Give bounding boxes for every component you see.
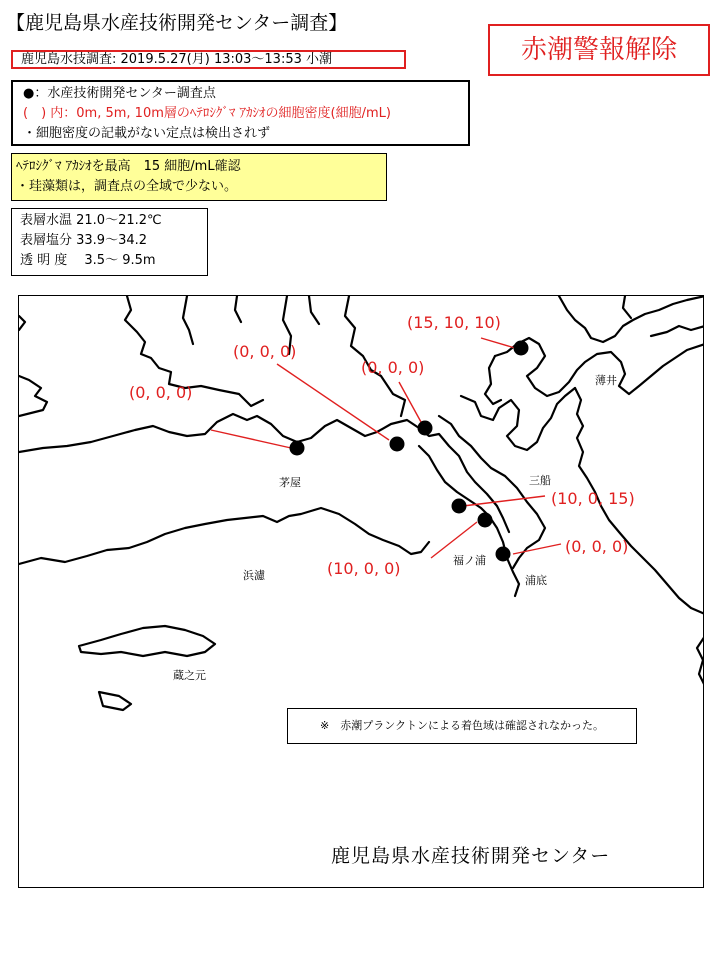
- arrow-station-5: [463, 496, 545, 506]
- station-dot-4: [290, 441, 305, 456]
- water-stats-box: [11, 208, 208, 276]
- station-value-3: (0, 0, 0): [361, 358, 425, 377]
- station-dot-2: [418, 421, 433, 436]
- station-value-5: (10, 0, 15): [551, 489, 635, 508]
- map-panel: [18, 295, 704, 888]
- surface-salinity: 表層塩分 33.9〜34.2: [20, 233, 148, 248]
- finding-box: [11, 153, 387, 201]
- station-dot-5: [452, 499, 467, 514]
- legend-station-line: ●：水産技術開発センター調査点: [23, 86, 216, 101]
- finding-diatom-line: ・珪藻類は，調査点の全域で少ない。: [16, 179, 238, 194]
- station-value-1: (15, 10, 10): [407, 313, 501, 332]
- organization-name: 鹿児島県水産技術開発センター: [331, 845, 611, 867]
- arrow-station-7: [513, 544, 561, 554]
- arrow-station-6: [431, 522, 477, 558]
- station-dot-3: [390, 437, 405, 452]
- page-title: 【鹿児島県水産技術開発センター調査】: [6, 12, 348, 34]
- legend-density-line: ( ) 内：0m, 5m, 10m層のﾍﾃﾛｼｸﾞﾏ ｱｶｼｵの細胞密度(細胞/mL): [23, 106, 391, 121]
- map: [19, 296, 704, 888]
- map-note: ※ 赤潮プランクトンによる着色域は確認されなかった。: [287, 708, 637, 744]
- station-value-7: (0, 0, 0): [565, 537, 629, 556]
- surface-temperature: 表層水温 21.0〜21.2℃: [20, 213, 162, 228]
- place-usui: 薄井: [595, 374, 617, 387]
- arrow-station-1: [481, 338, 515, 348]
- finding-max-line: ﾍﾃﾛｼｸﾞﾏ ｱｶｼｵを最高 15 細胞/mL確認: [16, 159, 241, 174]
- place-kayaya: 茅屋: [279, 476, 301, 489]
- arrow-station-3: [399, 382, 421, 422]
- station-value-6: (10, 0, 0): [327, 559, 401, 578]
- station-value-4: (0, 0, 0): [129, 383, 193, 402]
- station-values: [129, 313, 635, 578]
- survey-info: 鹿児島水技調査: 2019.5.27(月) 13:03〜13:53 小潮: [11, 50, 406, 69]
- place-mifune: 三船: [529, 474, 551, 487]
- station-dot-6: [478, 513, 493, 528]
- legend-undetected-line: ・細胞密度の記載がない定点は検出されず: [23, 126, 271, 141]
- place-kuranomoto: 蔵之元: [173, 669, 206, 682]
- station-dot-7: [496, 547, 511, 562]
- place-fukunoura: 福ノ浦: [453, 554, 486, 567]
- legend-box: [11, 80, 470, 146]
- station-value-2: (0, 0, 0): [233, 342, 297, 361]
- place-hamagari: 浜濾: [243, 569, 265, 582]
- alert-status: 赤潮警報解除: [488, 24, 710, 76]
- place-uranosoko: 浦底: [525, 574, 547, 587]
- station-dot-1: [514, 341, 529, 356]
- transparency: 透 明 度 3.5〜 9.5m: [20, 253, 156, 268]
